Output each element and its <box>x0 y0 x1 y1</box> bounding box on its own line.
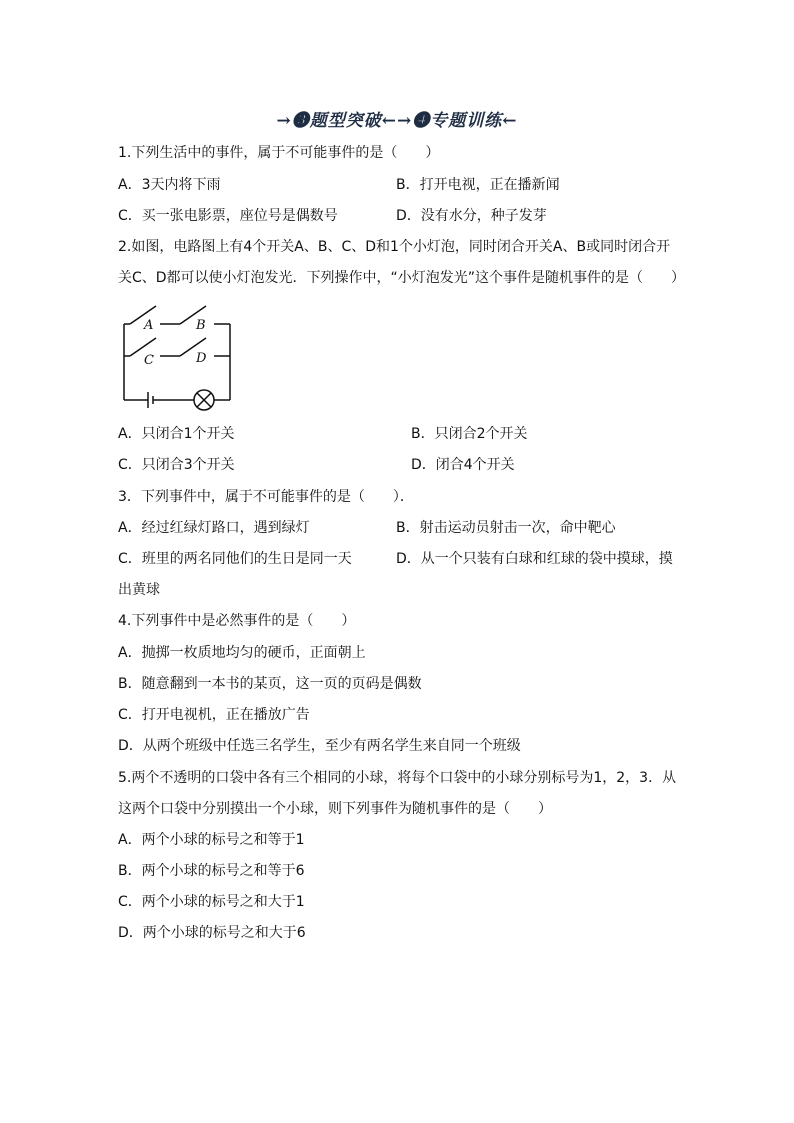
circuit-diagram <box>118 296 238 416</box>
question-1-option-d: D．没有水分，种子发芽 <box>396 208 547 224</box>
question-5-stem-line-2: 这两个口袋中分别摸出一个小球，则下列事件为随机事件的是（ ） <box>118 801 552 817</box>
question-4-stem: 4.下列事件中是必然事件的是（ ） <box>118 613 356 629</box>
switch-a-label: A <box>144 318 154 333</box>
question-5-stem-line-1: 5.两个不透明的口袋中各有三个相同的小球，将每个口袋中的小球分别标号为1，2，3．从 <box>118 770 677 786</box>
question-2-option-b: B．只闭合2个开关 <box>411 426 528 442</box>
question-3-stem: 3．下列事件中，属于不可能事件的是（ ）． <box>118 489 414 505</box>
question-5-option-a: A．两个小球的标号之和等于1 <box>118 832 305 848</box>
question-3-option-d-line-1: D．从一个只装有白球和红球的袋中摸球，摸 <box>396 551 673 567</box>
question-4-option-b: B．随意翻到一本书的某页，这一页的页码是偶数 <box>118 676 422 692</box>
switch-d-label: D <box>196 351 207 366</box>
question-2-option-c: C．只闭合3个开关 <box>118 457 235 473</box>
question-3-option-c: C．班里的两名同他们的生日是同一天 <box>118 551 352 567</box>
question-3-option-d-line-2: 出黄球 <box>118 582 160 598</box>
switch-b-label: B <box>196 318 206 333</box>
switch-c-label: C <box>144 353 154 368</box>
section-title: →❸题型突破←→❹专题训练← <box>276 111 518 131</box>
question-1-stem: 1.下列生活中的事件，属于不可能事件的是（ ） <box>118 145 440 161</box>
question-3-option-b: B．射击运动员射击一次，命中靶心 <box>396 520 616 536</box>
question-1-option-c: C．买一张电影票，座位号是偶数号 <box>118 208 338 224</box>
question-2-stem-line-2: 关C、D都可以使小灯泡发光．下列操作中，“小灯泡发光”这个事件是随机事件的是（ ） <box>118 270 686 286</box>
question-5-option-c: C．两个小球的标号之和大于1 <box>118 894 305 910</box>
question-4-option-d: D．从两个班级中任选三名学生，至少有两名学生来自同一个班级 <box>118 738 521 754</box>
question-2-option-d: D．闭合4个开关 <box>411 457 515 473</box>
question-5-option-d: D．两个小球的标号之和大于6 <box>118 925 306 941</box>
question-4-option-a: A．抛掷一枚质地均匀的硬币，正面朝上 <box>118 645 366 661</box>
question-1-option-a: A．3天内将下雨 <box>118 177 221 193</box>
question-2-option-a: A．只闭合1个开关 <box>118 426 235 442</box>
question-1-option-b: B．打开电视，正在播新闻 <box>396 177 560 193</box>
question-3-option-a: A．经过红绿灯路口，遇到绿灯 <box>118 520 310 536</box>
question-2-stem-line-1: 2.如图，电路图上有4个开关A、B、C、D和1个小灯泡，同时闭合开关A、B或同时闭合开 <box>118 239 671 255</box>
question-5-option-b: B．两个小球的标号之和等于6 <box>118 863 305 879</box>
question-4-option-c: C．打开电视机，正在播放广告 <box>118 707 310 723</box>
